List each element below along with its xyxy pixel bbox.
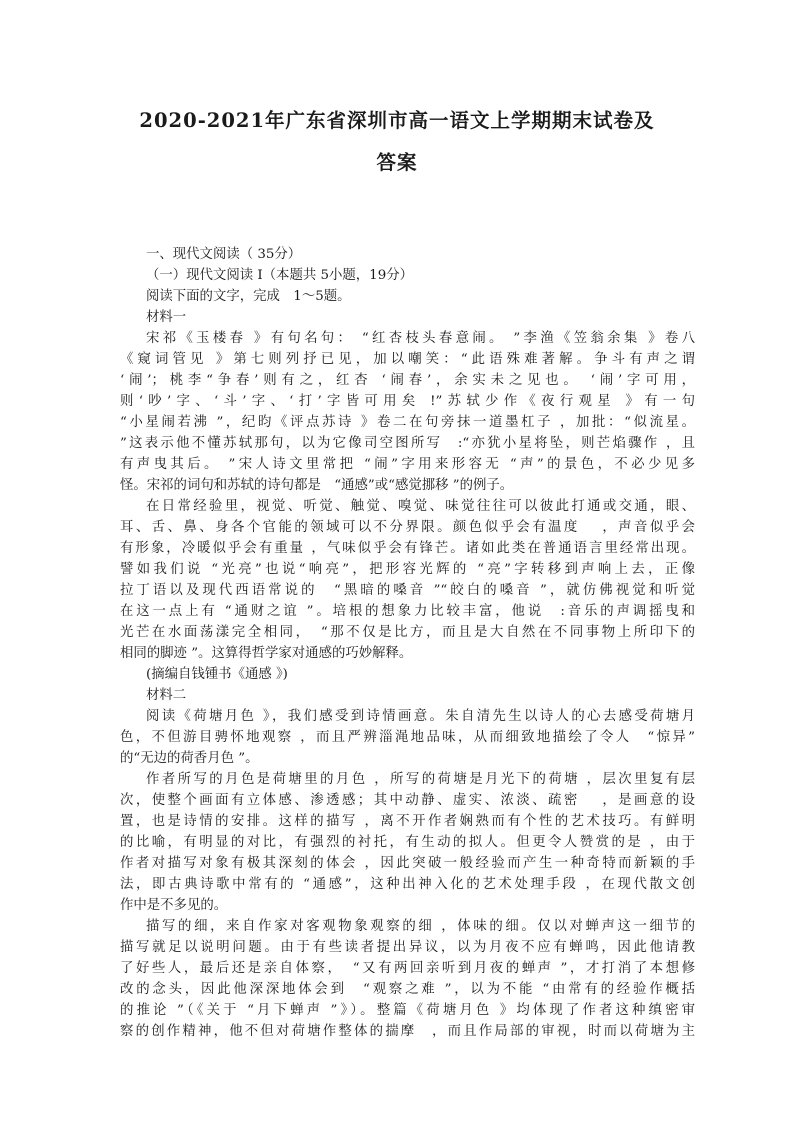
text-line: 怪。宋祁的词句和苏轼的诗句都是 “通感”或“感觉挪移 ”的例子。: [120, 478, 514, 493]
text-line: 有形象，冷暖似乎会有重量 ，气味似乎会有锋芒。诸如此类在普通语言里经常出现。: [120, 541, 695, 556]
text-line: 材料一: [146, 310, 187, 325]
text-line: 作者对描写对象有极其深刻的体会 ，因此突破一般经验而产生一种奇特而新颖的手: [120, 856, 695, 871]
text-line: ”这表示他不懂苏轼那句，以为它像司空图所写 :“亦犹小星将坠，则芒焰骤作 ，且: [120, 436, 695, 451]
text-line: 在日常经验里，视觉、听觉、触觉、嗅觉、味觉往往可以彼此打通或交通，眼、: [146, 499, 695, 514]
text-line: 作中是不多见的。: [120, 898, 228, 913]
document-body: [120, 244, 695, 1042]
text-line: 在这一点上有 “通财之谊 ”。培根的想象力比较丰富，他说 :音乐的声调摇曳和: [120, 604, 695, 619]
text-line: 次，使整个画面有立体感、渗透感；其中动静、虚实、浓淡、疏密 ，是画意的设: [120, 793, 695, 808]
text-line: “小星闹若沸 ”，纪昀《评点苏诗 》卷二在句旁抹一道墨杠子 ，加批：“似流星。: [120, 415, 695, 430]
text-line: (摘编自钱锺书《通感 》): [146, 667, 288, 682]
text-line: 描写的细，来自作家对客观物象观察的细 ，体味的细。仅以对蝉声这一细节的: [146, 919, 695, 934]
text-line: 法，即古典诗歌中常有的 “通感”，这种出神入化的艺术处理手段 ，在现代散文创: [120, 877, 695, 892]
text-line: 《窥词管见 》第七则列抒已见，加以嘲笑：“此语殊难著解。争斗有声之谓: [120, 352, 695, 367]
text-line: 阅读《荷塘月色 》，我们感受到诗情画意。朱自清先生以诗人的心去感受荷塘月: [146, 709, 695, 724]
text-line: ‘闹’；桃李“争春’则有之，红杏 ‘闹春’，余实未之见也。 ‘闹’字可用，: [120, 373, 695, 388]
text-line: 光芒在水面荡漾完全相同， “那不仅是比方，而且是大自然在不同事物上所印下的: [120, 625, 695, 640]
text-line: 拉丁语以及现代西语常说的 “黑暗的嗓音 ”“皎白的嗓音 ”，就仿佛视觉和听觉: [120, 583, 695, 598]
text-line: 耳、舌、鼻、身各个官能的领域可以不分界限。颜色似乎会有温度 ，声音似乎会: [120, 520, 695, 535]
text-line: 一、现代文阅读（ 35分）: [146, 247, 302, 262]
text-line: 阅读下面的文字，完成 1～5题。: [146, 289, 351, 304]
text-line: 的“无边的荷香月色 ”。: [120, 751, 259, 766]
text-line: 譬如我们说 “光亮”也说“响亮”，把形容光辉的 “亮”字转移到声响上去，正像: [120, 562, 695, 577]
text-line: 宋祁《玉楼春 》有句名句： “红杏枝头春意闹。 ”李渔《笠翁余集 》卷八: [146, 331, 695, 346]
text-line: 察的创作精神，他不但对荷塘作整体的揣摩 ，而且作局部的审视，时而以荷塘为主: [120, 1024, 695, 1039]
text-line: 色，不但游目骋怀地观察 ，而且严辨淄渑地品味，从而细致地描绘了令人 “惊异”: [120, 730, 695, 745]
text-line: 作者所写的月色是荷塘里的月色 ，所写的荷塘是月光下的荷塘 ，层次里复有层: [146, 772, 695, 787]
text-line: 描写就足以说明问题。由于有些读者提出异议，以为月夜不应有蝉鸣，因此他请教: [120, 940, 695, 955]
text-line: 有声曳其后。 ”宋人诗文里常把 “闹”字用来形容无 “声”的景色，不必少见多: [120, 457, 695, 472]
text-line: 的比喻，有明显的对比，有强烈的衬托，有生动的拟人。但更令人赞赏的是 ，由于: [120, 835, 695, 850]
text-line: 了好些人，最后还是亲自体察， “又有两回亲听到月夜的蝉声 ”，才打消了本想修: [120, 961, 695, 976]
text-line: 的推论 ”（《关于 “月下蝉声 ”》）。整篇《荷塘月色 》均体现了作者这种缜密审: [120, 1003, 695, 1018]
text-line: 相同的脚迹 ”。这算得哲学家对通感的巧妙解释。: [120, 646, 413, 661]
text-line: 材料二: [146, 688, 187, 703]
document-title-line-2: 答案: [376, 151, 418, 174]
text-line: 改的念头，因此他深深地体会到 “观察之难 ”，以为不能 “由常有的经验作概括: [120, 982, 695, 997]
text-line: （一）现代文阅读 Ⅰ（本题共 5小题，19分）: [146, 268, 414, 283]
text-line: 则‘吵’字、‘斗’字、‘打’字皆可用矣 !”苏轼少作《夜行观星 》有一句: [120, 394, 695, 409]
document-title-line-1: 2020-2021年广东省深圳市高一语文上学期期末试卷及: [139, 109, 655, 132]
text-line: 置，也是诗情的安排。这样的描写 ，离不开作者娴熟而有个性的艺术技巧。有鲜明: [120, 814, 695, 829]
